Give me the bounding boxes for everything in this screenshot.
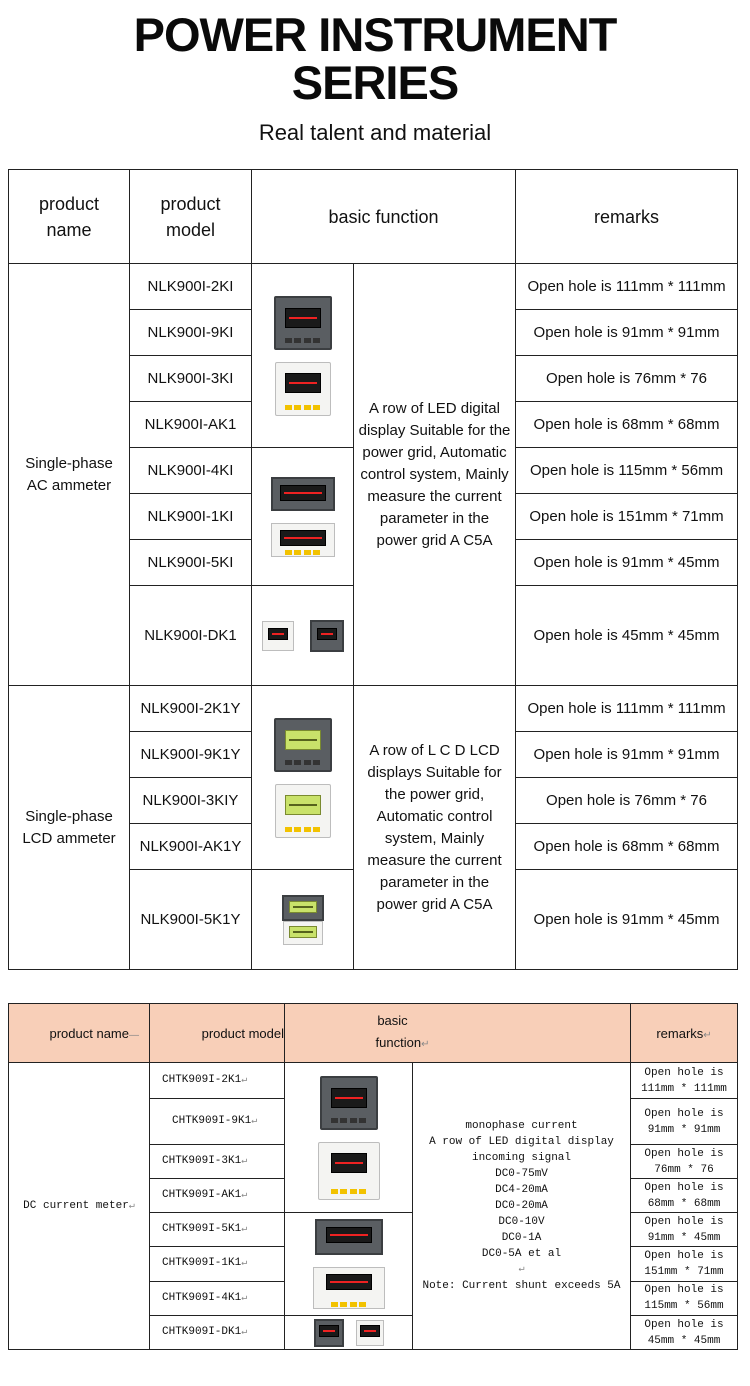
model-cell: CHTK909I-1K1↵ xyxy=(150,1247,285,1281)
remark-cell: Open hole is 91mm * 91mm xyxy=(631,1099,738,1145)
meter-square-dark-icon xyxy=(320,1076,378,1130)
remark-cell: Open hole is 76mm * 76 xyxy=(516,778,738,824)
meter-small-icon xyxy=(314,1319,344,1347)
table-header-row xyxy=(9,170,738,264)
table-header-row xyxy=(9,1004,738,1063)
meter-rect-white-icon xyxy=(313,1267,385,1309)
product-name-cell: Single-phase LCD ammeter xyxy=(9,686,130,970)
remark-cell: Open hole is 68mm * 68mm xyxy=(631,1179,738,1213)
remark-cell: Open hole is 151mm * 71mm xyxy=(631,1247,738,1281)
device-image-cell xyxy=(252,870,354,970)
header-product-name: product name xyxy=(9,170,130,264)
remark-cell: Open hole is 68mm * 68mm xyxy=(516,824,738,870)
product-name-cell: Single-phase AC ammeter xyxy=(9,264,130,686)
model-cell: NLK900I-DK1 xyxy=(130,586,252,686)
model-cell: CHTK909I-2K1↵ xyxy=(150,1063,285,1099)
model-cell: NLK900I-3KI xyxy=(130,356,252,402)
remark-cell: Open hole is 68mm * 68mm xyxy=(516,402,738,448)
basic-function-cell: A row of L C D LCD displays Suitable for the power grid, Automatic control system, Mainly measure the current parameter in the power grid A C5A xyxy=(354,686,516,970)
model-cell: NLK900I-AK1 xyxy=(130,402,252,448)
meter-small-icon xyxy=(356,1320,384,1346)
basic-function-cell: monophase current A row of LED digital display incoming signal DC0-75mV DC4-20mA DC0-20mA DC0-10V DC0-1A DC0-5A et al ↵ Note: Current shunt exceeds 5A xyxy=(413,1063,631,1350)
model-cell: CHTK909I-3K1↵ xyxy=(150,1145,285,1179)
header-remarks: remarks↵ xyxy=(631,1004,738,1063)
remark-cell: Open hole is 151mm * 71mm xyxy=(516,494,738,540)
device-image-cell xyxy=(252,586,354,686)
remark-cell: Open hole is 115mm * 56mm xyxy=(631,1281,738,1315)
product-name-cell: DC current meter↵ xyxy=(9,1063,150,1350)
meter-square-white-icon xyxy=(275,362,331,416)
device-image-cell xyxy=(252,686,354,870)
header-remarks: remarks xyxy=(516,170,738,264)
meter-square-dark-icon xyxy=(274,296,332,350)
model-cell: CHTK909I-DK1↵ xyxy=(150,1316,285,1350)
header-product-model: product model xyxy=(150,1004,285,1063)
model-cell: CHTK909I-9K1↵ xyxy=(150,1099,285,1145)
remark-cell: Open hole is 111mm * 111mm xyxy=(516,686,738,732)
remark-cell: Open hole is 91mm * 45mm xyxy=(631,1213,738,1247)
remark-cell: Open hole is 91mm * 91mm xyxy=(516,732,738,778)
device-image-cell xyxy=(285,1063,413,1213)
model-cell: NLK900I-2K1Y xyxy=(130,686,252,732)
lcd-meter-icon xyxy=(283,921,323,945)
device-image-cell xyxy=(252,264,354,448)
remark-cell: Open hole is 45mm * 45mm xyxy=(516,586,738,686)
remark-cell: Open hole is 91mm * 45mm xyxy=(516,540,738,586)
device-image-cell xyxy=(285,1213,413,1316)
device-image-cell xyxy=(252,448,354,586)
page-title-line2: SERIES xyxy=(291,56,459,109)
lcd-meter-icon xyxy=(282,895,324,921)
model-cell: CHTK909I-5K1↵ xyxy=(150,1213,285,1247)
meter-square-white-icon xyxy=(318,1142,380,1200)
product-table-dc xyxy=(8,1003,738,1350)
remark-cell: Open hole is 115mm * 56mm xyxy=(516,448,738,494)
model-cell: NLK900I-3KIY xyxy=(130,778,252,824)
model-cell: NLK900I-5K1Y xyxy=(130,870,252,970)
model-cell: NLK900I-1KI xyxy=(130,494,252,540)
table-row xyxy=(9,1063,738,1099)
remark-cell: Open hole is 76mm * 76 xyxy=(516,356,738,402)
remark-cell: Open hole is 111mm * 111mm xyxy=(516,264,738,310)
model-cell: NLK900I-9KI xyxy=(130,310,252,356)
meter-rect-dark-icon xyxy=(271,477,335,511)
page-subtitle: Real talent and material xyxy=(258,120,492,145)
lcd-meter-icon xyxy=(275,784,331,838)
remark-cell: Open hole is 45mm * 45mm xyxy=(631,1316,738,1350)
meter-rect-dark-icon xyxy=(315,1219,383,1255)
remark-cell: Open hole is 111mm * 111mm xyxy=(631,1063,738,1099)
model-cell: NLK900I-2KI xyxy=(130,264,252,310)
device-image-cell xyxy=(285,1316,413,1350)
header-basic-function: basic function↵ xyxy=(285,1004,631,1063)
lcd-meter-icon xyxy=(274,718,332,772)
table-row xyxy=(9,264,738,310)
meter-rect-white-icon xyxy=(271,523,335,557)
basic-function-cell: A row of LED digital display Suitable for the power grid, Automatic control system, Mainly measure the current parameter in the power grid A C5A xyxy=(354,264,516,686)
model-cell: CHTK909I-4K1↵ xyxy=(150,1281,285,1315)
meter-small-icon xyxy=(262,621,294,651)
model-cell: NLK900I-4KI xyxy=(130,448,252,494)
remark-cell: Open hole is 91mm * 91mm xyxy=(516,310,738,356)
meter-small-icon xyxy=(310,620,344,652)
header-product-model: product model xyxy=(130,170,252,264)
table-row xyxy=(9,686,738,732)
model-cell: NLK900I-AK1Y xyxy=(130,824,252,870)
model-cell: NLK900I-5KI xyxy=(130,540,252,586)
header-basic-function: basic function xyxy=(252,170,516,264)
remark-cell: Open hole is 76mm * 76 xyxy=(631,1145,738,1179)
model-cell: CHTK909I-AK1↵ xyxy=(150,1179,285,1213)
remark-cell: Open hole is 91mm * 45mm xyxy=(516,870,738,970)
header-product-name: product name— xyxy=(9,1004,150,1063)
page-title-line1: POWER INSTRUMENT xyxy=(133,8,617,61)
model-cell: NLK900I-9K1Y xyxy=(130,732,252,778)
product-table-ac xyxy=(8,169,738,970)
